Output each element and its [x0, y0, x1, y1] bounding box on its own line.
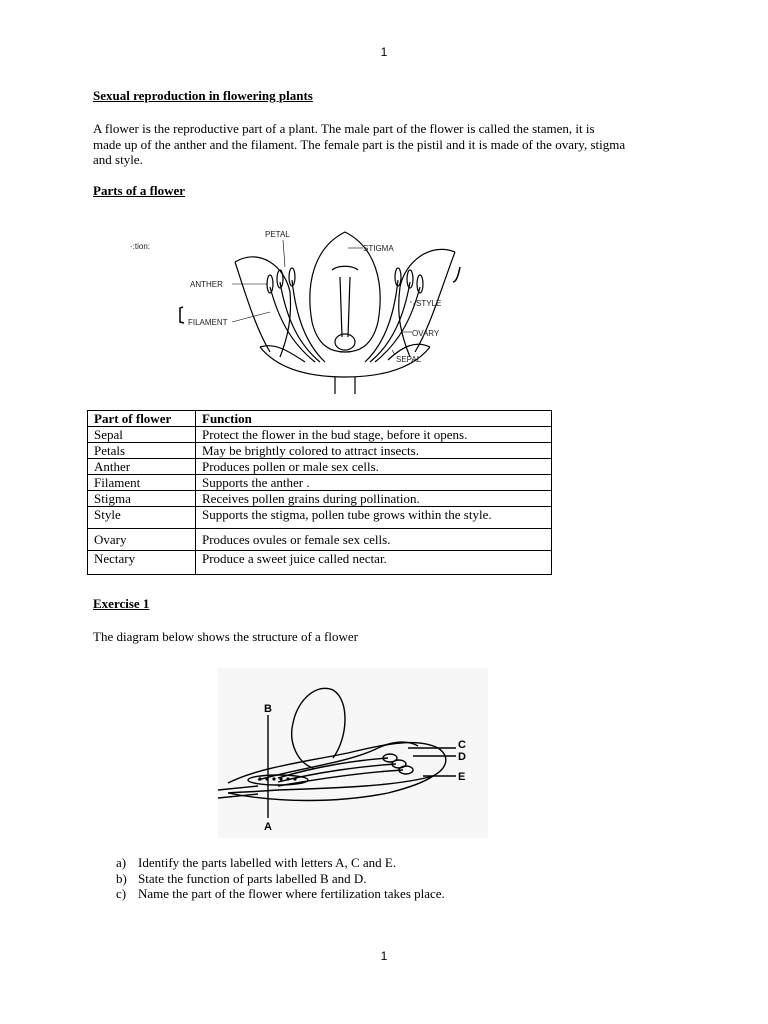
cell-function: Protect the flower in the bud stage, before it opens. [196, 427, 552, 443]
header-part: Part of flower [88, 411, 196, 427]
cell-part: Nectary [88, 551, 196, 575]
cell-part: Style [88, 507, 196, 529]
flower-diagram [120, 222, 480, 397]
cell-part: Stigma [88, 491, 196, 507]
table-row [88, 443, 552, 459]
cell-part: Ovary [88, 529, 196, 551]
list-item [116, 886, 445, 902]
question-text: State the function of parts labelled B and D. [138, 870, 367, 886]
parts-heading: Parts of a flower [93, 183, 186, 198]
exercise-heading: Exercise 1 [93, 596, 150, 611]
label-a: A [264, 821, 272, 833]
table-row [88, 491, 552, 507]
cell-function: Supports the anther . [196, 475, 552, 491]
cell-part: Anther [88, 459, 196, 475]
exercise-flower-diagram [218, 668, 488, 838]
function-table [87, 410, 552, 575]
header-function: Function [196, 411, 552, 427]
list-item [116, 855, 445, 871]
label-petal: PETAL [265, 230, 290, 239]
label-b: B [264, 703, 272, 715]
label-anther: ANTHER [190, 280, 223, 289]
cell-function: May be brightly colored to attract insects. [196, 443, 552, 459]
intro-line: and style. [93, 152, 143, 167]
label-d: D [458, 751, 466, 763]
bracket-mark [453, 267, 460, 282]
label-fragment: ·:tion: [130, 242, 151, 251]
label-filament: FILAMENT [188, 318, 228, 327]
intro-line: made up of the anther and the filament. The female part is the pistil and it is made of the ovary, stigma [93, 136, 626, 152]
intro-line: A flower is the reproductive part of a plant. The male part of the flower is called the stamen, it is [93, 121, 595, 136]
label-e: E [458, 771, 466, 783]
table-row [88, 475, 552, 491]
stalk-shape [335, 377, 355, 394]
table-row [88, 507, 552, 529]
table-header-row [88, 411, 552, 427]
question-marker: a) [116, 855, 127, 870]
question-text: Name the part of the flower where fertilization takes place. [138, 886, 445, 901]
cell-part: Petals [88, 443, 196, 459]
question-marker: b) [116, 870, 127, 886]
diagram-background [218, 668, 488, 838]
list-item [116, 871, 445, 887]
bracket-mark [180, 307, 184, 323]
style-shape [340, 277, 350, 337]
exercise-intro: The diagram below shows the structure of a flower [93, 629, 358, 644]
page-number-top: 1 [380, 45, 388, 59]
cell-function: Receives pollen grains during pollination. [196, 491, 552, 507]
stigma-shape [332, 266, 358, 270]
table-row [88, 529, 552, 551]
cell-part: Filament [88, 475, 196, 491]
cell-part: Sepal [88, 427, 196, 443]
intro-paragraph [93, 121, 693, 168]
ovary-shape [335, 334, 355, 350]
table-row [88, 427, 552, 443]
cell-function: Produces ovules or female sex cells. [196, 529, 552, 551]
table-row [88, 459, 552, 475]
page-number-bottom: 1 [380, 949, 388, 963]
label-stigma: STIGMA [363, 244, 394, 253]
cell-function: Produces pollen or male sex cells. [196, 459, 552, 475]
label-style: STYLE [416, 299, 442, 308]
table-row [88, 551, 552, 575]
question-marker: c) [116, 886, 127, 901]
page-title: Sexual reproduction in flowering plants [93, 88, 313, 103]
cell-function: Supports the stigma, pollen tube grows within the style. [196, 507, 552, 529]
question-text: Identify the parts labelled with letters A, C and E. [138, 855, 397, 870]
label-c: C [458, 739, 466, 751]
label-sepal: SEPAL [396, 355, 422, 364]
cell-function: Produce a sweet juice called nectar. [196, 551, 552, 575]
label-ovary: OVARY [412, 329, 440, 338]
question-list [116, 855, 445, 902]
